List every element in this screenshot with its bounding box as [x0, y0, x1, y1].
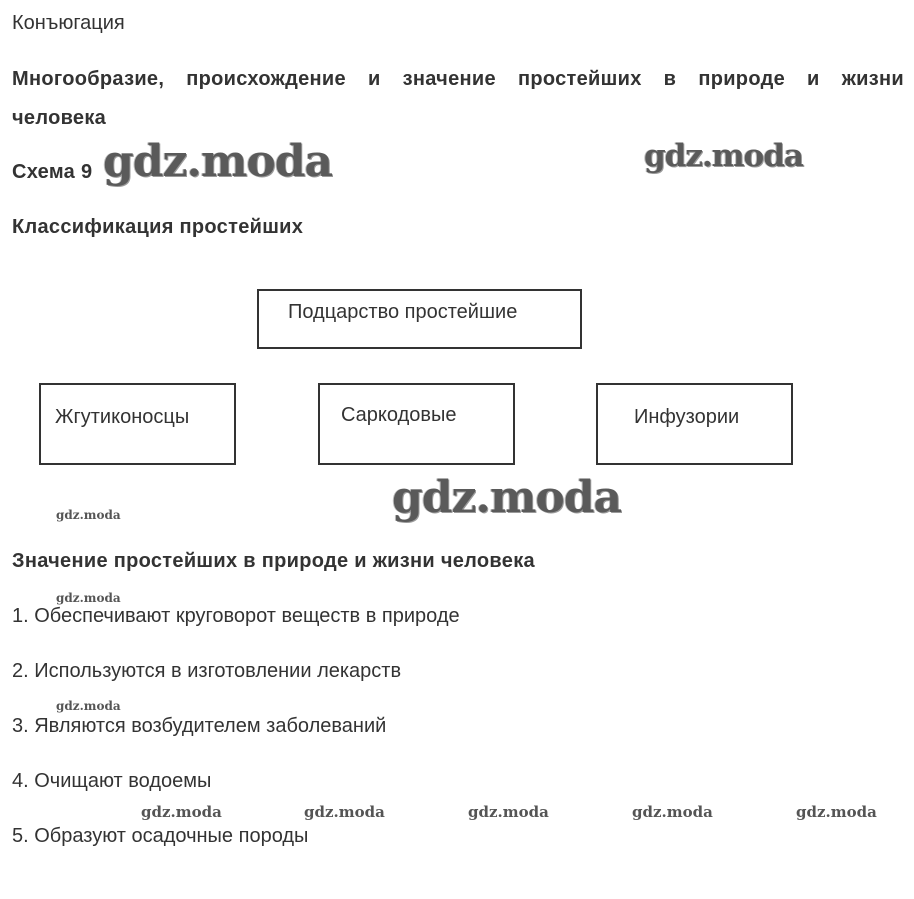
watermark: gdz.moda [56, 508, 121, 522]
page-title-line-1: Многообразие, происхождение и значение простейших в природе и жизни [12, 68, 904, 90]
list-item: 5. Образуют осадочные породы [12, 825, 309, 847]
list-item: 1. Обеспечивают круговорот веществ в природе [12, 605, 460, 627]
diagram-child-label: Жгутиконосцы [55, 406, 190, 428]
watermark: gdz.moda [468, 803, 549, 821]
list-item: 4. Очищают водоемы [12, 770, 212, 792]
diagram-root-box [257, 289, 582, 349]
page-title-line-2: человека [12, 107, 107, 129]
watermark: gdz.moda [392, 472, 622, 523]
diagram-child-box-ciliates [596, 383, 793, 465]
diagram-child-box-flagellates [39, 383, 236, 465]
list-item: 2. Используются в изготовлении лекарств [12, 660, 402, 682]
list-item: 3. Являются возбудителем заболеваний [12, 715, 387, 737]
watermark: gdz.moda [56, 591, 121, 605]
value-heading: Значение простейших в природе и жизни человека [12, 550, 535, 572]
schema-label: Схема 9 [12, 161, 93, 183]
watermark: gdz.moda [796, 803, 877, 821]
diagram-child-box-sarcodina [318, 383, 515, 465]
section-label: Конъюгация [12, 12, 125, 34]
diagram-child-label: Саркодовые [341, 404, 457, 426]
watermark: gdz.moda [141, 803, 222, 821]
watermark: gdz.moda [304, 803, 385, 821]
watermark: gdz.moda [644, 138, 803, 174]
classification-heading: Классификация простейших [12, 216, 304, 238]
watermark: gdz.moda [632, 803, 713, 821]
diagram-root-label: Подцарство простейшие [288, 301, 518, 323]
watermark: gdz.moda [56, 699, 121, 713]
watermark: gdz.moda [103, 136, 333, 187]
diagram-child-label: Инфузории [634, 406, 740, 428]
